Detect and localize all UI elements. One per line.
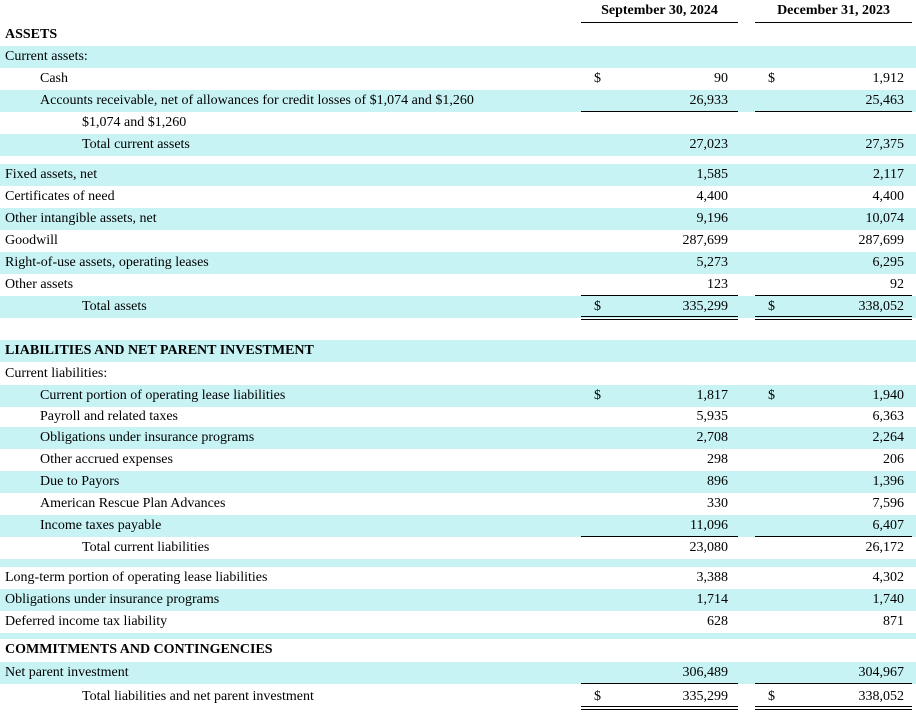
statement-row (0, 406, 916, 428)
statement-row (0, 567, 916, 589)
row-label: Long-term portion of operating lease liabilities (5, 570, 268, 585)
statement-row (0, 449, 916, 471)
value-2024: 2,708 (696, 430, 728, 445)
row-label: Income taxes payable (40, 518, 162, 533)
row-label: Obligations under insurance programs (40, 430, 255, 445)
subtotal-line (755, 683, 912, 684)
statement-row (0, 340, 916, 362)
statement-row (0, 112, 916, 134)
statement-row (0, 186, 916, 208)
value-2024: 628 (707, 614, 728, 629)
row-label: Deferred income tax liability (5, 614, 168, 629)
value-2023: 2,117 (873, 167, 904, 182)
row-label: Net parent investment (5, 665, 129, 680)
dollar-sign: $ (768, 71, 775, 86)
row-label: Payroll and related taxes (40, 409, 179, 424)
row-label: COMMITMENTS AND CONTINGENCIES (5, 642, 273, 657)
value-2023: 10,074 (865, 211, 904, 226)
value-2023: 1,396 (872, 474, 904, 489)
value-2024: 27,023 (689, 137, 728, 152)
value-2024: 4,400 (696, 189, 728, 204)
statement-row (0, 24, 916, 46)
value-2023: 6,295 (872, 255, 904, 270)
row-label: Total liabilities and net parent investment (82, 689, 314, 704)
row-label: Other accrued expenses (40, 452, 173, 467)
statement-row (0, 537, 916, 559)
statement-row (0, 164, 916, 186)
row-label: $1,074 and $1,260 (82, 115, 187, 130)
dollar-sign: $ (594, 388, 601, 403)
statement-row (0, 274, 916, 296)
value-2023: 304,967 (858, 665, 904, 680)
spacer-row (0, 559, 916, 567)
value-2024: 298 (707, 452, 728, 467)
value-2023: 1,912 (872, 71, 904, 86)
statement-row (0, 493, 916, 515)
row-label: Total current liabilities (82, 540, 210, 555)
value-2023: 7,596 (872, 496, 904, 511)
value-2023: 25,463 (865, 93, 904, 108)
row-label: Other assets (5, 277, 74, 292)
column-header-dec-2023: December 31, 2023 (755, 0, 912, 23)
value-2024: 335,299 (682, 689, 728, 704)
value-2023: 27,375 (865, 137, 904, 152)
value-2024: 23,080 (689, 540, 728, 555)
statement-row (0, 363, 916, 385)
row-label: American Rescue Plan Advances (40, 496, 226, 511)
statement-row (0, 589, 916, 611)
row-label: Due to Payors (40, 474, 120, 489)
row-label: Cash (40, 71, 68, 86)
statement-row (0, 134, 916, 156)
statement-row (0, 208, 916, 230)
statement-row (0, 471, 916, 493)
value-2023: 338,052 (858, 689, 904, 704)
double-underline (581, 706, 738, 710)
statement-row (0, 662, 916, 684)
spacer-row (0, 156, 916, 164)
value-2023: 1,940 (872, 388, 904, 403)
row-label: Right-of-use assets, operating leases (5, 255, 209, 270)
value-2023: 1,740 (872, 592, 904, 607)
statement-row (0, 686, 916, 708)
value-2024: 123 (707, 277, 728, 292)
row-label: ASSETS (5, 27, 58, 42)
dollar-sign: $ (768, 299, 775, 314)
row-label: Goodwill (5, 233, 58, 248)
statement-row (0, 385, 916, 407)
value-2023: 338,052 (858, 299, 904, 314)
value-2024: 306,489 (682, 665, 728, 680)
value-2024: 1,585 (696, 167, 728, 182)
dollar-sign: $ (594, 689, 601, 704)
column-header-sep-2024: September 30, 2024 (581, 0, 738, 23)
statement-row (0, 230, 916, 252)
value-2023: 92 (890, 277, 904, 292)
statement-row (0, 46, 916, 68)
statement-row (0, 639, 916, 661)
row-label: Fixed assets, net (5, 167, 98, 182)
value-2024: 5,935 (696, 409, 728, 424)
statement-row (0, 68, 916, 90)
value-2024: 90 (714, 71, 728, 86)
value-2023: 4,400 (872, 189, 904, 204)
row-label: Obligations under insurance programs (5, 592, 220, 607)
row-label: Current assets: (5, 49, 88, 64)
value-2024: 3,388 (696, 570, 728, 585)
value-2023: 4,302 (872, 570, 904, 585)
subtotal-line (581, 683, 738, 684)
dollar-sign: $ (594, 299, 601, 314)
value-2024: 1,817 (696, 388, 728, 403)
value-2024: 1,714 (696, 592, 728, 607)
value-2023: 287,699 (858, 233, 904, 248)
row-label: Current portion of operating lease liabilities (40, 388, 286, 403)
value-2024: 330 (707, 496, 728, 511)
value-2023: 6,363 (872, 409, 904, 424)
row-label: Current liabilities: (5, 366, 108, 381)
value-2023: 206 (883, 452, 904, 467)
value-2024: 5,273 (696, 255, 728, 270)
statement-row (0, 611, 916, 633)
statement-row (0, 90, 916, 112)
value-2024: 26,933 (689, 93, 728, 108)
value-2024: 9,196 (696, 211, 728, 226)
spacer-row (0, 318, 916, 340)
statement-row (0, 427, 916, 449)
value-2024: 11,096 (690, 518, 728, 533)
value-2023: 6,407 (872, 518, 904, 533)
row-label: LIABILITIES AND NET PARENT INVESTMENT (5, 343, 314, 358)
value-2023: 26,172 (865, 540, 904, 555)
dollar-sign: $ (768, 388, 775, 403)
dollar-sign: $ (768, 689, 775, 704)
value-2023: 871 (883, 614, 904, 629)
row-label: Total current assets (82, 137, 190, 152)
row-label: Certificates of need (5, 189, 115, 204)
value-2023: 2,264 (872, 430, 904, 445)
statement-row (0, 252, 916, 274)
statement-row (0, 515, 916, 537)
double-underline (755, 706, 912, 710)
row-label: Other intangible assets, net (5, 211, 157, 226)
statement-row (0, 296, 916, 318)
dollar-sign: $ (594, 71, 601, 86)
value-2024: 335,299 (682, 299, 728, 314)
value-2024: 896 (707, 474, 728, 489)
row-label: Accounts receivable, net of allowances for credit losses of $1,074 and $1,260 (40, 93, 474, 108)
value-2024: 287,699 (682, 233, 728, 248)
row-label: Total assets (82, 299, 147, 314)
